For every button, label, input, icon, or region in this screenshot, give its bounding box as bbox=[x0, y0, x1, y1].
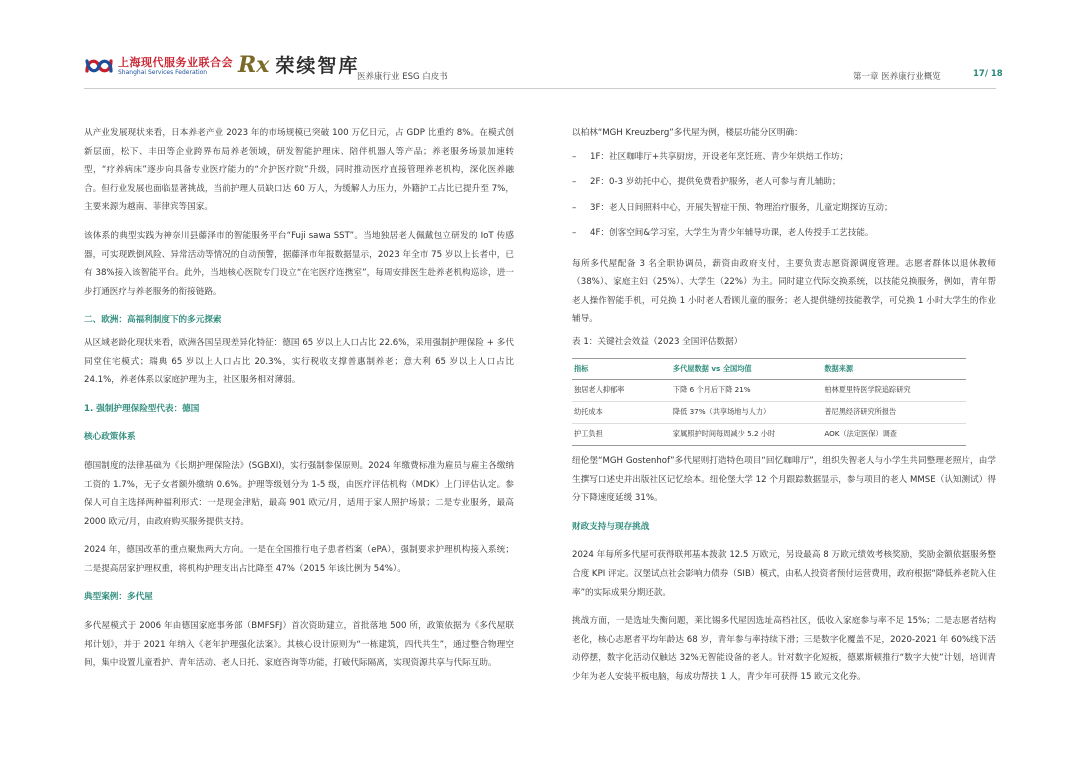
paragraph-multigenerational-house: 多代屋模式于 2006 年由德国家庭事务部（BMFSFJ）首次资助建立，首批落地 500 所，政策依据为《多代屋联邦计划》，并于 2021 年纳入《老年护理强化法案》。其核心设计原则为“一栋建筑，四代共生”，通过整合物理空间，集中设置儿童看护、青年活动、老人日托、家庭咨询等功能，打破代际隔离，实现资源共享与代际互助。 bbox=[84, 621, 514, 669]
list-item: – 3F：老人日间照料中心，开展失智症干预、物理治疗服务，儿童定期探访互动； bbox=[572, 196, 996, 222]
heading-core-policy: 核心政策体系 bbox=[84, 432, 136, 443]
paragraph-memory-cafe: 纽伦堡“MGH Gostenhof”多代屋则打造特色项目“回忆咖啡厅”，组织失智老人与小学生共同整理老照片，由学生撰写口述史并出版社区记忆绘本。纽伦堡大学 12 个月跟踪数据显示，参与项目的老人 MMSE（认知测试）得分下降速度延缓 31%。 bbox=[572, 455, 996, 504]
paragraph-2024-reform: 2024 年，德国改革的重点聚焦两大方向。一是在全国推行电子患者档案（ePA），强制要求护理机构接入系统；二是提高居家护理权重，将机构护理支出占比降至 47%（2015 年该比例为 54%）。 bbox=[84, 545, 514, 574]
list-dash: – bbox=[572, 202, 577, 213]
header-divider bbox=[84, 88, 996, 89]
section-heading-europe: 二、欧洲：高福利制度下的多元探索 bbox=[84, 315, 222, 326]
page-header bbox=[0, 0, 1080, 100]
paragraph-coordinators: 每所多代屋配备 3 名全职协调员，薪资由政府支付，主要负责志愿资源调度管理。志愿者群体以退休教师（38%）、家庭主妇（25%）、大学生（22%）为主。同时建立代际交换系统，以技能兑换服务，例如，青年帮老人操作智能手机，可兑换 1 小时老人看顾儿童的服务；老人提供缝纫技能教学，可兑换 1 小时大学生的作业辅导。 bbox=[572, 258, 996, 325]
subsection-heading-germany: 1. 强制护理保险型代表：德国 bbox=[84, 403, 200, 414]
paragraph-kreuzberg-intro: 以柏林“MGH Kreuzberg”多代屋为例，楼层功能分区明确： bbox=[572, 128, 803, 138]
chapter-title: 第一章 医养康行业概览 bbox=[853, 72, 941, 82]
paragraph-europe-overview: 从区域老龄化现状来看，欧洲各国呈现差异化特征：德国 65 岁以上人口占比 22.6%，采用强制护理保险 + 多代同堂住宅模式；瑞典 65 岁以上人口占比 20.3%，实行税收支撑普惠制养老；意大利 65 岁以上人口占比 24.1%，养老体系以家庭护理为主，社区服务相对薄弱。 bbox=[84, 337, 514, 386]
table-row bbox=[572, 379, 966, 401]
federation-logo bbox=[84, 55, 233, 77]
table-cell: 独居老人抑郁率 bbox=[572, 379, 671, 401]
table-caption: 表 1：关键社会效益（2023 全国评估数据） bbox=[572, 336, 743, 347]
benefits-table bbox=[572, 358, 966, 446]
paragraph-challenges: 挑战方面，一是选址失衡问题，莱比锡多代屋因选址高档社区，低收入家庭参与率不足 15%；二是志愿者结构老化，核心志愿者平均年龄达 68 岁，青年参与率持续下滑；三是数字化覆盖不足，2020-2021 年 60%线下活动停摆，数字化活动仅触达 32%无智能设备的老人。针对数字化短板，德累斯顿推行“数字大使”计划，培训青少年为老人安装平板电脑，每成功帮扶 1 人，青少年可获得 15 欧元文化券。 bbox=[572, 616, 996, 682]
paragraph-sgbxi: 德国制度的法律基础为《长期护理保险法》(SGBXI)，实行强制参保原则。2024 年缴费标准为雇员与雇主各缴纳工资的 1.7%，无子女者额外缴纳 0.6%。护理等级划分为 1-5 级，由医疗评估机构（MDK）上门评估认定。参保人可自主选择两种福利形式：一是现金津贴，最高 901 欧元/月，适用于家人照护场景；二是专业服务，最高 2000 欧元/月，由政府购买服务提供支持。 bbox=[84, 460, 514, 527]
right-column bbox=[572, 124, 996, 687]
heading-finance-challenges: 财政支持与现存挑战 bbox=[572, 521, 650, 532]
list-item: – 2F：0-3 岁幼托中心，提供免费看护服务，老人可参与育儿辅助； bbox=[572, 170, 996, 196]
table-cell: 下降 6 个月后下降 21% bbox=[671, 379, 822, 401]
table-header-cell: 指标 bbox=[574, 363, 589, 373]
heading-typical-case: 典型案例：多代屋 bbox=[84, 592, 153, 603]
table-row bbox=[572, 423, 966, 445]
list-item: – 4F：创客空间&学习室，大学生为青少年辅导功课，老人传授手工艺技能。 bbox=[572, 221, 996, 247]
federation-logo-icon bbox=[84, 55, 114, 77]
rx-logo-icon: Rx bbox=[238, 51, 270, 78]
table-cell: 柏林夏里特医学院追踪研究 bbox=[822, 379, 966, 401]
paragraph-fujisawa-sst: 该体系的典型实践为神奈川县藤泽市的智能服务平台“Fuji sawa SST”。当地独居老人佩戴包立研发的 IoT 传感器，可实现跌倒风险、异常活动等情况的自动预警，据藤泽市年报数据显示，2023 年全市 75 岁以上长者中，已有 38%接入该智能平台。此外，当地核心医院专门设立“在宅医疗连携室”，每周安排医生赴养老机构巡诊，进一步打通医疗与养老服务的衔接链路。 bbox=[84, 230, 514, 297]
list-dash: – bbox=[572, 177, 577, 188]
table-cell: 普尼黑经济研究所报告 bbox=[822, 401, 966, 423]
think-tank-logo bbox=[238, 51, 359, 78]
table-cell: 幼托成本 bbox=[572, 401, 671, 423]
list-dash: – bbox=[572, 228, 577, 239]
list-dash: – bbox=[572, 151, 577, 162]
document-title: 医养康行业 ESG 白皮书 bbox=[357, 72, 448, 82]
table-header-cell: 数据来源 bbox=[824, 363, 854, 373]
table-cell: 护工负担 bbox=[572, 423, 671, 445]
list-item: – 1F：社区咖啡厅+共享厨房，开设老年烹饪班、青少年烘焙工作坊； bbox=[572, 145, 996, 171]
federation-name-cn: 上海现代服务业联合会 bbox=[118, 55, 233, 69]
table-cell: AOK（法定医保）调查 bbox=[822, 423, 966, 445]
think-tank-name: 荣续智库 bbox=[275, 55, 360, 77]
page-number: 17/ 18 bbox=[973, 69, 1003, 79]
table-header-row bbox=[572, 358, 966, 379]
table-header-cell: 多代屋数据 vs 全国均值 bbox=[672, 363, 752, 373]
left-column bbox=[84, 124, 514, 673]
paragraph-federal-funding: 2024 年每所多代屋可获得联邦基本拨款 12.5 万欧元，另设最高 8 万欧元绩效考核奖励，奖励金额依据服务整合度 KPI 评定。汉堡试点社会影响力债券（SIB）模式，由私人投资者预付运营费用，政府根据“降低养老院入住率”的实际成果分期还款。 bbox=[572, 550, 996, 598]
federation-name-en: Shanghai Services Federation bbox=[118, 68, 208, 76]
table-cell: 降低 37%（共享场地与人力） bbox=[671, 401, 822, 423]
paragraph-japan-market: 从产业发展现状来看，日本养老产业 2023 年的市场规模已突破 100 万亿日元，占 GDP 比重约 8%。在模式创新层面，松下、丰田等企业跨界布局养老领域，研发智能护理床、陪伴机器人等产品；养老服务场景加速转型，“疗养病床”逐步向具备专业医疗能力的“介护医疗院”升级，同时推动医疗直接管理养老机构，深化医养融合。但行业发展也面临显著挑战，当前护理人员缺口达 60 万人，为缓解人力压力，外籍护工占比已提升至 7%，主要来源为越南、菲律宾等国家。 bbox=[84, 128, 514, 213]
floor-list bbox=[572, 145, 996, 247]
table-cell: 家属照护时间每周减少 5.2 小时 bbox=[671, 423, 822, 445]
table-row bbox=[572, 401, 966, 423]
